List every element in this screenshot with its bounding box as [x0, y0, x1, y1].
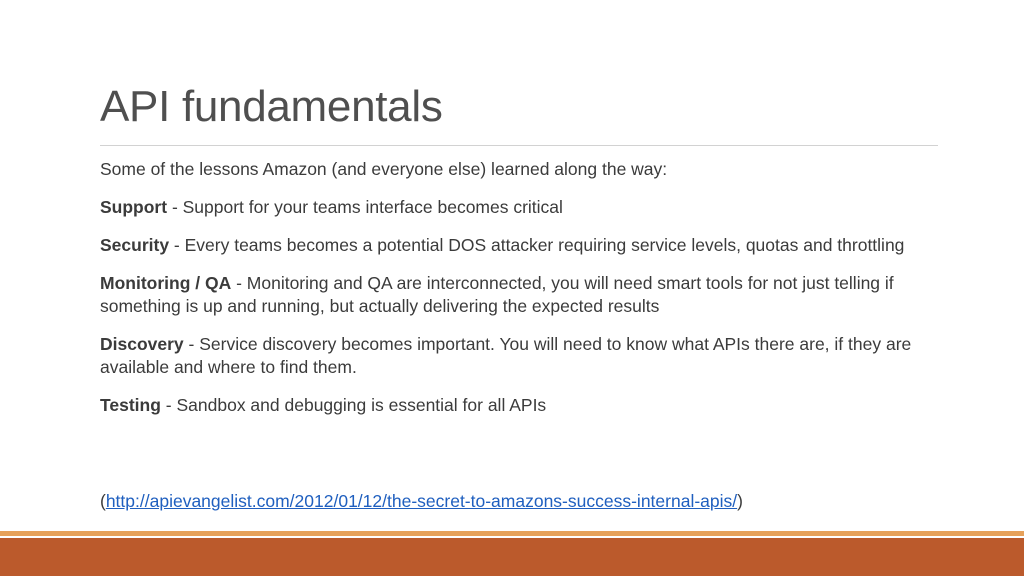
footer-band	[0, 538, 1024, 576]
open-paren: (	[100, 491, 106, 511]
list-item-discovery	[100, 333, 936, 379]
list-item-monitoring	[100, 272, 936, 318]
item-text: - Monitoring and QA are interconnected, you will need smart tools for not just telling if something is up and running, but actually delivering the expected results	[100, 273, 894, 316]
close-paren: )	[737, 491, 743, 511]
item-text: - Sandbox and debugging is essential for all APIs	[160, 395, 547, 415]
source-link[interactable]: http://apievangelist.com/2012/01/12/the-secret-to-amazons-success-internal-apis/	[105, 491, 738, 511]
item-text: - Every teams becomes a potential DOS attacker requiring service levels, quotas and throttling	[169, 235, 905, 255]
list-item-security	[100, 234, 936, 257]
source-citation	[100, 490, 743, 513]
intro-text: Some of the lessons Amazon (and everyone else) learned along the way:	[100, 159, 668, 179]
list-item-testing	[100, 394, 936, 417]
item-term: Security	[100, 235, 170, 255]
item-term: Support	[100, 197, 168, 217]
slide-body	[100, 158, 936, 432]
item-text: - Service discovery becomes important. You will need to know what APIs there are, if they are available and where to find them.	[100, 334, 912, 377]
item-term: Monitoring / QA	[100, 273, 232, 293]
list-item-support	[100, 196, 936, 219]
item-text: - Support for your teams interface becomes critical	[167, 197, 563, 217]
slide-title: API fundamentals	[100, 82, 443, 131]
item-term: Discovery	[100, 334, 184, 354]
title-divider	[100, 145, 938, 146]
item-term: Testing	[100, 395, 161, 415]
footer-accent-stripe	[0, 531, 1024, 536]
